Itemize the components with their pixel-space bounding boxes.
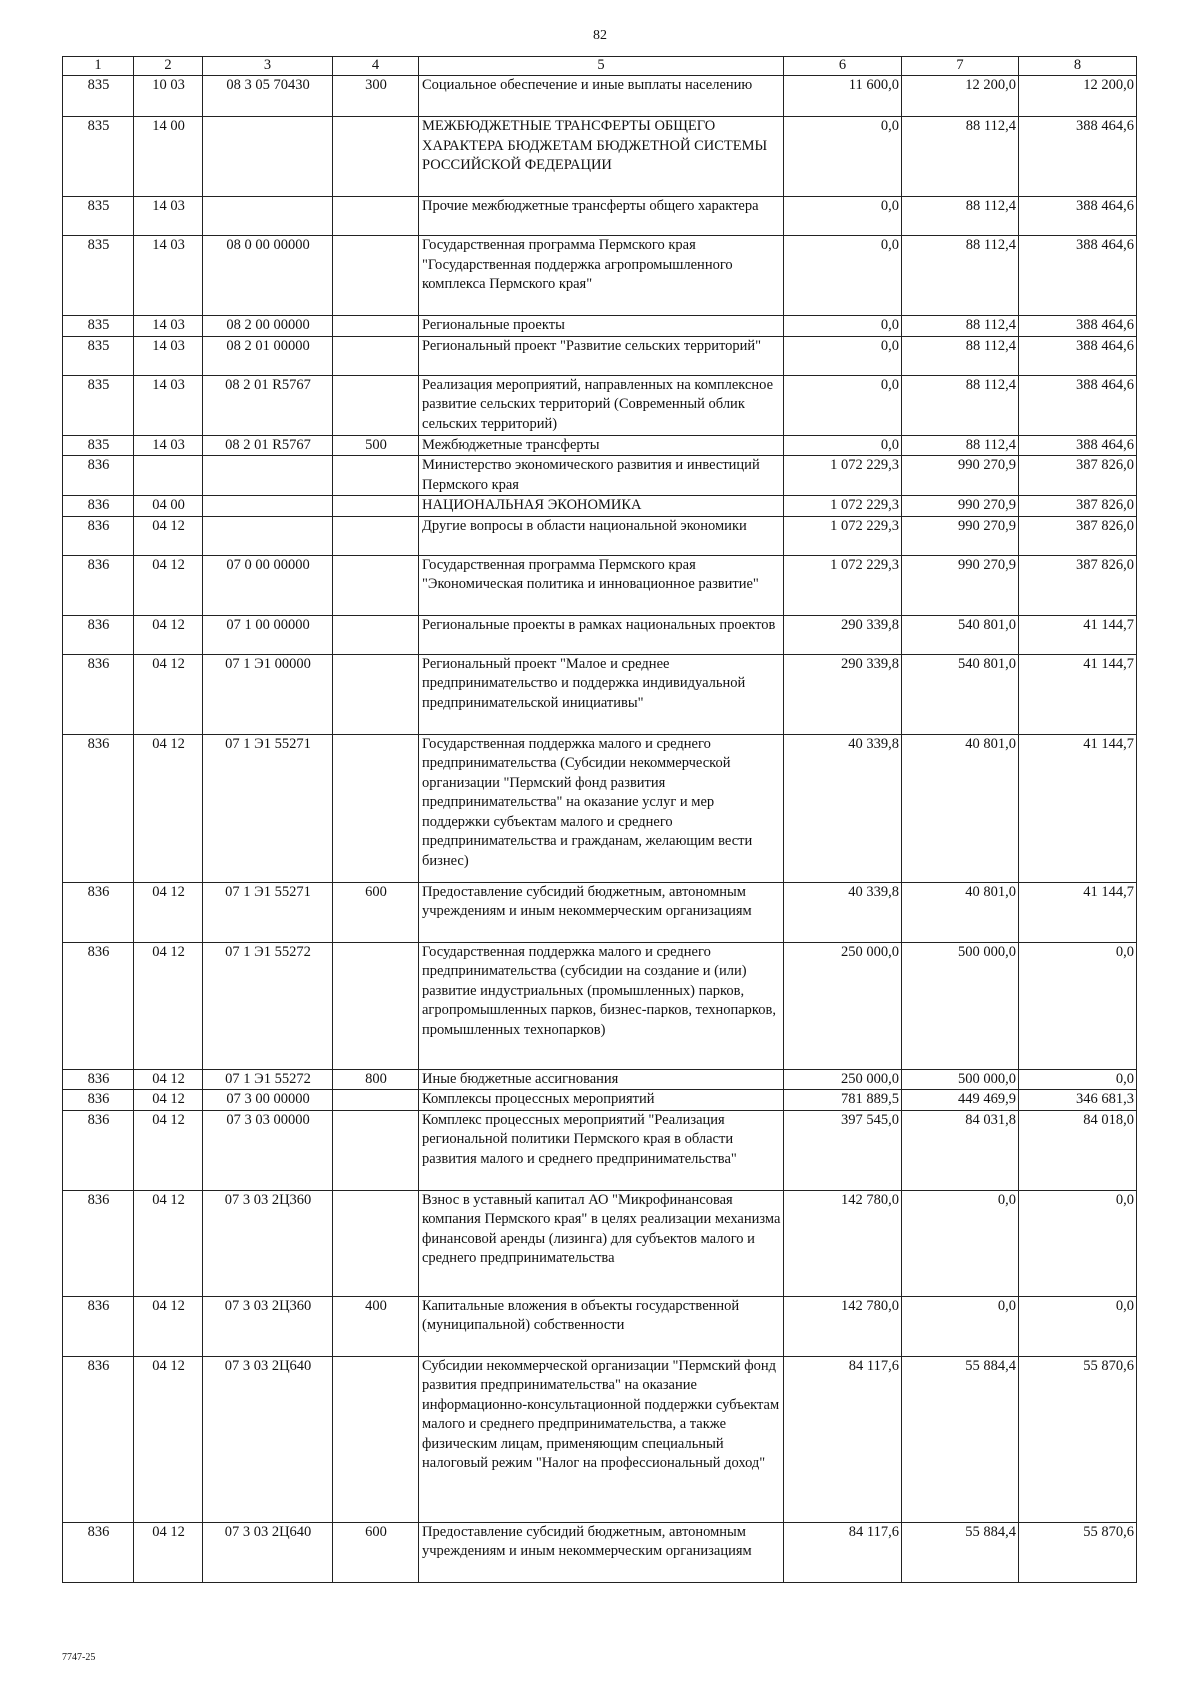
cell-target-article: 07 1 Э1 55271	[203, 734, 333, 882]
table-row	[63, 1069, 1137, 1090]
cell-target-article: 08 2 00 00000	[203, 316, 333, 337]
cell-expense-type	[333, 336, 419, 375]
table-row	[63, 1522, 1137, 1582]
cell-description: МЕЖБЮДЖЕТНЫЕ ТРАНСФЕРТЫ ОБЩЕГО ХАРАКТЕРА БЮДЖЕТАМ БЮДЖЕТНОЙ СИСТЕМЫ РОССИЙСКОЙ ФЕДЕРАЦИИ	[419, 117, 784, 197]
cell-chapter-code: 836	[63, 615, 134, 654]
cell-amount-col6: 781 889,5	[784, 1090, 902, 1111]
cell-amount-col7: 88 112,4	[902, 197, 1019, 236]
table-row	[63, 882, 1137, 942]
cell-expense-type	[333, 236, 419, 316]
cell-expense-type	[333, 375, 419, 435]
cell-amount-col7: 84 031,8	[902, 1110, 1019, 1190]
cell-target-article: 07 0 00 00000	[203, 555, 333, 615]
cell-target-article: 08 2 01 R5767	[203, 435, 333, 456]
cell-amount-col7: 88 112,4	[902, 236, 1019, 316]
cell-description: Предоставление субсидий бюджетным, автономным учреждениям и иным некоммерческим организациям	[419, 882, 784, 942]
cell-amount-col8: 387 826,0	[1019, 555, 1137, 615]
cell-chapter-code: 836	[63, 1296, 134, 1356]
budget-table	[62, 56, 1137, 1583]
cell-description: Региональный проект "Малое и среднее предпринимательство и поддержка индивидуальной предпринимательской инициативы"	[419, 654, 784, 734]
cell-amount-col6: 250 000,0	[784, 1069, 902, 1090]
cell-expense-type	[333, 555, 419, 615]
column-header: 3	[203, 57, 333, 76]
table-row	[63, 516, 1137, 555]
cell-section-code: 04 12	[134, 1069, 203, 1090]
header-row	[63, 57, 1137, 76]
table-row	[63, 942, 1137, 1069]
cell-target-article	[203, 516, 333, 555]
cell-expense-type	[333, 496, 419, 517]
cell-target-article: 08 3 05 70430	[203, 76, 333, 117]
cell-expense-type	[333, 1356, 419, 1522]
cell-description: Министерство экономического развития и инвестиций Пермского края	[419, 456, 784, 496]
cell-chapter-code: 836	[63, 1090, 134, 1111]
cell-chapter-code: 835	[63, 375, 134, 435]
cell-target-article: 08 2 01 R5767	[203, 375, 333, 435]
cell-amount-col7: 0,0	[902, 1296, 1019, 1356]
cell-section-code: 04 12	[134, 615, 203, 654]
cell-section-code: 04 12	[134, 1522, 203, 1582]
cell-target-article: 07 3 03 2Ц640	[203, 1522, 333, 1582]
cell-amount-col8: 55 870,6	[1019, 1356, 1137, 1522]
table-row	[63, 1110, 1137, 1190]
cell-description: Субсидии некоммерческой организации "Пермский фонд развития предпринимательства" на оказание информационно-консультационной поддержки субъектам малого и среднего предпринимательства, а также физическим лицам, применяющим специальный налоговый режим "Налог на профессиональный доход"	[419, 1356, 784, 1522]
cell-amount-col7: 88 112,4	[902, 435, 1019, 456]
cell-amount-col6: 0,0	[784, 117, 902, 197]
cell-section-code: 04 12	[134, 1356, 203, 1522]
cell-description: Комплекс процессных мероприятий "Реализация региональной политики Пермского края в области развития малого и среднего предпринимательства"	[419, 1110, 784, 1190]
cell-amount-col6: 0,0	[784, 435, 902, 456]
cell-expense-type: 400	[333, 1296, 419, 1356]
cell-amount-col8: 388 464,6	[1019, 117, 1137, 197]
cell-chapter-code: 836	[63, 555, 134, 615]
cell-amount-col8: 346 681,3	[1019, 1090, 1137, 1111]
cell-expense-type: 300	[333, 76, 419, 117]
cell-amount-col8: 387 826,0	[1019, 496, 1137, 517]
table-row	[63, 117, 1137, 197]
column-header: 7	[902, 57, 1019, 76]
cell-description: НАЦИОНАЛЬНАЯ ЭКОНОМИКА	[419, 496, 784, 517]
cell-expense-type	[333, 1190, 419, 1296]
cell-section-code: 04 12	[134, 734, 203, 882]
cell-section-code: 04 12	[134, 1296, 203, 1356]
cell-amount-col7: 990 270,9	[902, 496, 1019, 517]
cell-amount-col6: 1 072 229,3	[784, 516, 902, 555]
cell-target-article: 07 3 03 00000	[203, 1110, 333, 1190]
cell-description: Государственная поддержка малого и среднего предпринимательства (Субсидии некоммерческой организации "Пермский фонд развития предпринимательства" на оказание услуг и мер поддержки субъектам малого и среднего предпринимательства и гражданам, желающим вести бизнес)	[419, 734, 784, 882]
cell-section-code: 04 12	[134, 654, 203, 734]
cell-chapter-code: 835	[63, 197, 134, 236]
table-row	[63, 654, 1137, 734]
cell-description: Прочие межбюджетные трансферты общего характера	[419, 197, 784, 236]
cell-target-article	[203, 496, 333, 517]
cell-target-article: 07 1 Э1 55271	[203, 882, 333, 942]
cell-section-code: 14 03	[134, 336, 203, 375]
cell-amount-col8: 388 464,6	[1019, 197, 1137, 236]
cell-section-code: 04 12	[134, 882, 203, 942]
cell-description: Региональный проект "Развитие сельских территорий"	[419, 336, 784, 375]
cell-amount-col8: 0,0	[1019, 1069, 1137, 1090]
table-row	[63, 1090, 1137, 1111]
cell-amount-col8: 55 870,6	[1019, 1522, 1137, 1582]
cell-amount-col6: 0,0	[784, 236, 902, 316]
cell-amount-col7: 55 884,4	[902, 1356, 1019, 1522]
cell-amount-col8: 388 464,6	[1019, 316, 1137, 337]
cell-chapter-code: 835	[63, 316, 134, 337]
cell-expense-type	[333, 942, 419, 1069]
cell-target-article: 08 0 00 00000	[203, 236, 333, 316]
cell-chapter-code: 835	[63, 236, 134, 316]
cell-target-article: 07 3 03 2Ц360	[203, 1296, 333, 1356]
cell-amount-col6: 397 545,0	[784, 1110, 902, 1190]
table-row	[63, 1296, 1137, 1356]
cell-amount-col7: 500 000,0	[902, 942, 1019, 1069]
cell-chapter-code: 836	[63, 942, 134, 1069]
cell-description: Социальное обеспечение и иные выплаты населению	[419, 76, 784, 117]
cell-section-code: 04 12	[134, 942, 203, 1069]
cell-amount-col6: 11 600,0	[784, 76, 902, 117]
cell-amount-col6: 0,0	[784, 316, 902, 337]
cell-amount-col6: 84 117,6	[784, 1522, 902, 1582]
cell-chapter-code: 836	[63, 734, 134, 882]
cell-description: Предоставление субсидий бюджетным, автономным учреждениям и иным некоммерческим организациям	[419, 1522, 784, 1582]
cell-expense-type	[333, 516, 419, 555]
cell-amount-col7: 990 270,9	[902, 555, 1019, 615]
cell-section-code: 04 00	[134, 496, 203, 517]
cell-amount-col8: 0,0	[1019, 1296, 1137, 1356]
cell-amount-col8: 41 144,7	[1019, 654, 1137, 734]
cell-amount-col7: 12 200,0	[902, 76, 1019, 117]
cell-section-code: 14 03	[134, 316, 203, 337]
cell-chapter-code: 835	[63, 117, 134, 197]
cell-amount-col7: 88 112,4	[902, 117, 1019, 197]
cell-description: Капитальные вложения в объекты государственной (муниципальной) собственности	[419, 1296, 784, 1356]
cell-target-article: 07 1 Э1 00000	[203, 654, 333, 734]
cell-section-code: 04 12	[134, 516, 203, 555]
cell-chapter-code: 835	[63, 336, 134, 375]
column-header: 5	[419, 57, 784, 76]
cell-amount-col6: 250 000,0	[784, 942, 902, 1069]
cell-amount-col7: 0,0	[902, 1190, 1019, 1296]
cell-section-code: 14 03	[134, 236, 203, 316]
cell-section-code: 10 03	[134, 76, 203, 117]
cell-expense-type: 600	[333, 882, 419, 942]
cell-chapter-code: 836	[63, 496, 134, 517]
table-row	[63, 336, 1137, 375]
cell-amount-col8: 12 200,0	[1019, 76, 1137, 117]
cell-target-article: 07 1 Э1 55272	[203, 1069, 333, 1090]
cell-amount-col6: 0,0	[784, 336, 902, 375]
cell-chapter-code: 836	[63, 1190, 134, 1296]
cell-amount-col8: 41 144,7	[1019, 734, 1137, 882]
cell-expense-type	[333, 117, 419, 197]
cell-chapter-code: 835	[63, 435, 134, 456]
cell-amount-col8: 388 464,6	[1019, 375, 1137, 435]
cell-amount-col8: 41 144,7	[1019, 615, 1137, 654]
table-header	[63, 57, 1137, 76]
cell-section-code: 14 00	[134, 117, 203, 197]
column-header: 1	[63, 57, 134, 76]
cell-description: Региональные проекты	[419, 316, 784, 337]
cell-expense-type	[333, 615, 419, 654]
cell-expense-type	[333, 456, 419, 496]
cell-description: Региональные проекты в рамках национальных проектов	[419, 615, 784, 654]
cell-expense-type: 500	[333, 435, 419, 456]
cell-amount-col8: 41 144,7	[1019, 882, 1137, 942]
cell-amount-col6: 1 072 229,3	[784, 456, 902, 496]
cell-chapter-code: 836	[63, 654, 134, 734]
table-row	[63, 76, 1137, 117]
cell-chapter-code: 836	[63, 516, 134, 555]
cell-target-article: 07 3 00 00000	[203, 1090, 333, 1111]
cell-expense-type	[333, 197, 419, 236]
cell-amount-col7: 540 801,0	[902, 615, 1019, 654]
cell-target-article: 07 3 03 2Ц360	[203, 1190, 333, 1296]
cell-description: Межбюджетные трансферты	[419, 435, 784, 456]
cell-amount-col7: 88 112,4	[902, 375, 1019, 435]
cell-expense-type	[333, 1090, 419, 1111]
column-header: 2	[134, 57, 203, 76]
cell-description: Реализация мероприятий, направленных на комплексное развитие сельских территорий (Современный облик сельских территорий)	[419, 375, 784, 435]
page-number: 82	[593, 28, 607, 43]
cell-section-code: 04 12	[134, 555, 203, 615]
cell-target-article	[203, 197, 333, 236]
cell-chapter-code: 836	[63, 1110, 134, 1190]
cell-amount-col6: 40 339,8	[784, 734, 902, 882]
cell-description: Государственная программа Пермского края "Экономическая политика и инновационное развитие"	[419, 555, 784, 615]
cell-amount-col7: 540 801,0	[902, 654, 1019, 734]
cell-description: Иные бюджетные ассигнования	[419, 1069, 784, 1090]
cell-chapter-code: 836	[63, 1522, 134, 1582]
cell-amount-col6: 40 339,8	[784, 882, 902, 942]
cell-amount-col7: 990 270,9	[902, 456, 1019, 496]
column-header: 8	[1019, 57, 1137, 76]
cell-description: Государственная поддержка малого и среднего предпринимательства (субсидии на создание и (или) развитие индустриальных (промышленных) парков, агропромышленных парков, бизнес-парков, технопарков, промышленных технопарков)	[419, 942, 784, 1069]
cell-amount-col7: 40 801,0	[902, 734, 1019, 882]
cell-expense-type: 600	[333, 1522, 419, 1582]
table-row	[63, 496, 1137, 517]
cell-description: Комплексы процессных мероприятий	[419, 1090, 784, 1111]
cell-amount-col8: 388 464,6	[1019, 336, 1137, 375]
cell-target-article	[203, 117, 333, 197]
cell-amount-col8: 0,0	[1019, 942, 1137, 1069]
cell-section-code: 04 12	[134, 1090, 203, 1111]
column-header: 6	[784, 57, 902, 76]
cell-expense-type	[333, 316, 419, 337]
cell-amount-col6: 290 339,8	[784, 654, 902, 734]
cell-target-article: 07 3 03 2Ц640	[203, 1356, 333, 1522]
cell-amount-col7: 500 000,0	[902, 1069, 1019, 1090]
cell-amount-col7: 990 270,9	[902, 516, 1019, 555]
table-row	[63, 555, 1137, 615]
cell-amount-col7: 88 112,4	[902, 316, 1019, 337]
cell-amount-col8: 388 464,6	[1019, 236, 1137, 316]
cell-amount-col6: 142 780,0	[784, 1190, 902, 1296]
cell-description: Другие вопросы в области национальной экономики	[419, 516, 784, 555]
cell-chapter-code: 836	[63, 882, 134, 942]
cell-target-article	[203, 456, 333, 496]
table-row	[63, 197, 1137, 236]
cell-chapter-code: 835	[63, 76, 134, 117]
table-row	[63, 316, 1137, 337]
cell-amount-col6: 0,0	[784, 197, 902, 236]
table-row	[63, 734, 1137, 882]
table-row	[63, 375, 1137, 435]
table-row	[63, 456, 1137, 496]
table-row	[63, 1190, 1137, 1296]
cell-amount-col6: 84 117,6	[784, 1356, 902, 1522]
column-header: 4	[333, 57, 419, 76]
cell-chapter-code: 836	[63, 1069, 134, 1090]
cell-amount-col6: 290 339,8	[784, 615, 902, 654]
cell-section-code: 14 03	[134, 375, 203, 435]
cell-section-code: 14 03	[134, 435, 203, 456]
cell-description: Взнос в уставный капитал АО "Микрофинансовая компания Пермского края" в целях реализации механизма финансовой аренды (лизинга) для субъектов малого и среднего предпринимательства	[419, 1190, 784, 1296]
cell-amount-col6: 1 072 229,3	[784, 555, 902, 615]
table-body	[63, 76, 1137, 1583]
cell-section-code: 14 03	[134, 197, 203, 236]
cell-amount-col7: 88 112,4	[902, 336, 1019, 375]
table-row	[63, 435, 1137, 456]
cell-expense-type: 800	[333, 1069, 419, 1090]
cell-amount-col6: 0,0	[784, 375, 902, 435]
cell-amount-col7: 55 884,4	[902, 1522, 1019, 1582]
cell-amount-col6: 142 780,0	[784, 1296, 902, 1356]
cell-expense-type	[333, 734, 419, 882]
cell-expense-type	[333, 654, 419, 734]
table-row	[63, 615, 1137, 654]
cell-expense-type	[333, 1110, 419, 1190]
cell-amount-col7: 40 801,0	[902, 882, 1019, 942]
cell-section-code: 04 12	[134, 1190, 203, 1296]
cell-target-article: 07 1 00 00000	[203, 615, 333, 654]
cell-chapter-code: 836	[63, 1356, 134, 1522]
cell-amount-col7: 449 469,9	[902, 1090, 1019, 1111]
cell-description: Государственная программа Пермского края "Государственная поддержка агропромышленного комплекса Пермского края"	[419, 236, 784, 316]
cell-amount-col8: 84 018,0	[1019, 1110, 1137, 1190]
cell-amount-col8: 387 826,0	[1019, 456, 1137, 496]
table-row	[63, 1356, 1137, 1522]
cell-amount-col8: 387 826,0	[1019, 516, 1137, 555]
cell-target-article: 08 2 01 00000	[203, 336, 333, 375]
cell-chapter-code: 836	[63, 456, 134, 496]
document-code: 7747-25	[62, 1652, 96, 1663]
cell-section-code	[134, 456, 203, 496]
cell-section-code: 04 12	[134, 1110, 203, 1190]
cell-amount-col8: 0,0	[1019, 1190, 1137, 1296]
table-row	[63, 236, 1137, 316]
cell-amount-col8: 388 464,6	[1019, 435, 1137, 456]
cell-target-article: 07 1 Э1 55272	[203, 942, 333, 1069]
cell-amount-col6: 1 072 229,3	[784, 496, 902, 517]
